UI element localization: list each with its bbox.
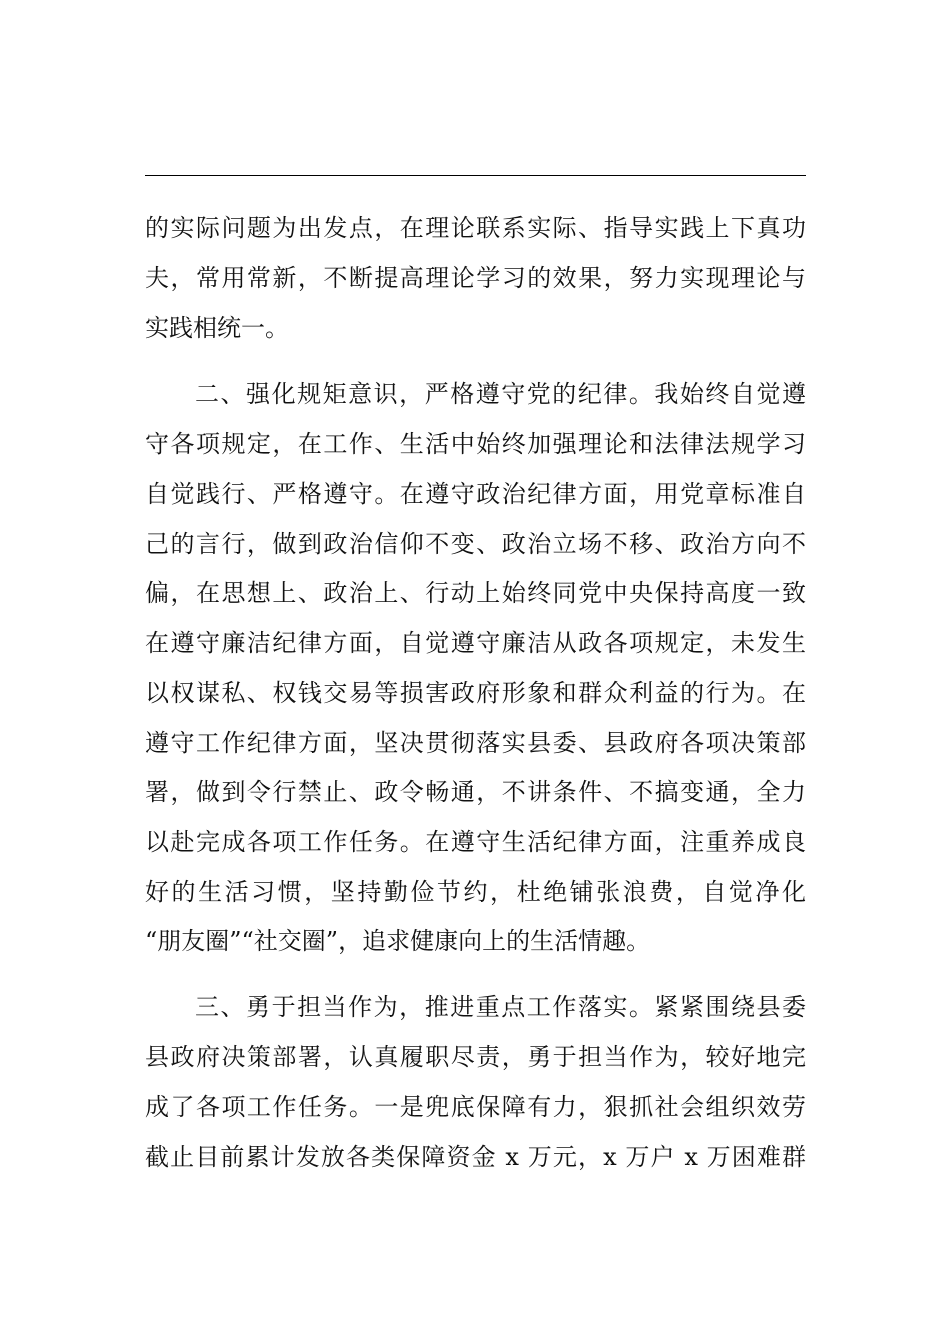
- text-line: 自觉践行、严格遵守。在遵守政治纪律方面，用党章标准自: [145, 480, 806, 508]
- text-line: 二、强化规矩意识，严格遵守党的纪律。我始终自觉遵: [195, 380, 806, 408]
- text-line: 以赴完成各项工作任务。在遵守生活纪律方面，注重养成良: [145, 828, 806, 856]
- text-line: 县政府决策部署，认真履职尽责，勇于担当作为，较好地完: [145, 1043, 806, 1071]
- text-line: 守各项规定，在工作、生活中始终加强理论和法律法规学习: [145, 430, 806, 458]
- text-line: “朋友圈”“社交圈”，追求健康向上的生活情趣。: [145, 927, 651, 955]
- text-line: 好的生活习惯，坚持勤俭节约，杜绝铺张浪费，自觉净化: [145, 878, 806, 906]
- text-line: 署，做到令行禁止、政令畅通，不讲条件、不搞变通，全力: [145, 778, 806, 806]
- text-line: 夫，常用常新，不断提高理论学习的效果，努力实现理论与: [145, 264, 806, 292]
- text-line: 三、勇于担当作为，推进重点工作落实。紧紧围绕县委: [195, 993, 806, 1021]
- text-line: 遵守工作纪律方面，坚决贯彻落实县委、县政府各项决策部: [145, 729, 806, 757]
- text-line: 实践相统一。: [145, 314, 289, 342]
- text-line: 己的言行，做到政治信仰不变、政治立场不移、政治方向不: [145, 530, 806, 558]
- text-line: 截止目前累计发放各类保障资金 x 万元，x 万户 x 万困难群: [145, 1143, 806, 1171]
- text-line: 以权谋私、权钱交易等损害政府形象和群众利益的行为。在: [145, 679, 806, 707]
- text-line: 在遵守廉洁纪律方面，自觉遵守廉洁从政各项规定，未发生: [145, 629, 806, 657]
- text-line: 偏，在思想上、政治上、行动上始终同党中央保持高度一致: [145, 579, 806, 607]
- header-rule: [145, 175, 806, 176]
- text-line: 的实际问题为出发点，在理论联系实际、指导实践上下真功: [145, 214, 806, 242]
- text-line: 成了各项工作任务。一是兜底保障有力，狠抓社会组织效劳: [145, 1093, 806, 1121]
